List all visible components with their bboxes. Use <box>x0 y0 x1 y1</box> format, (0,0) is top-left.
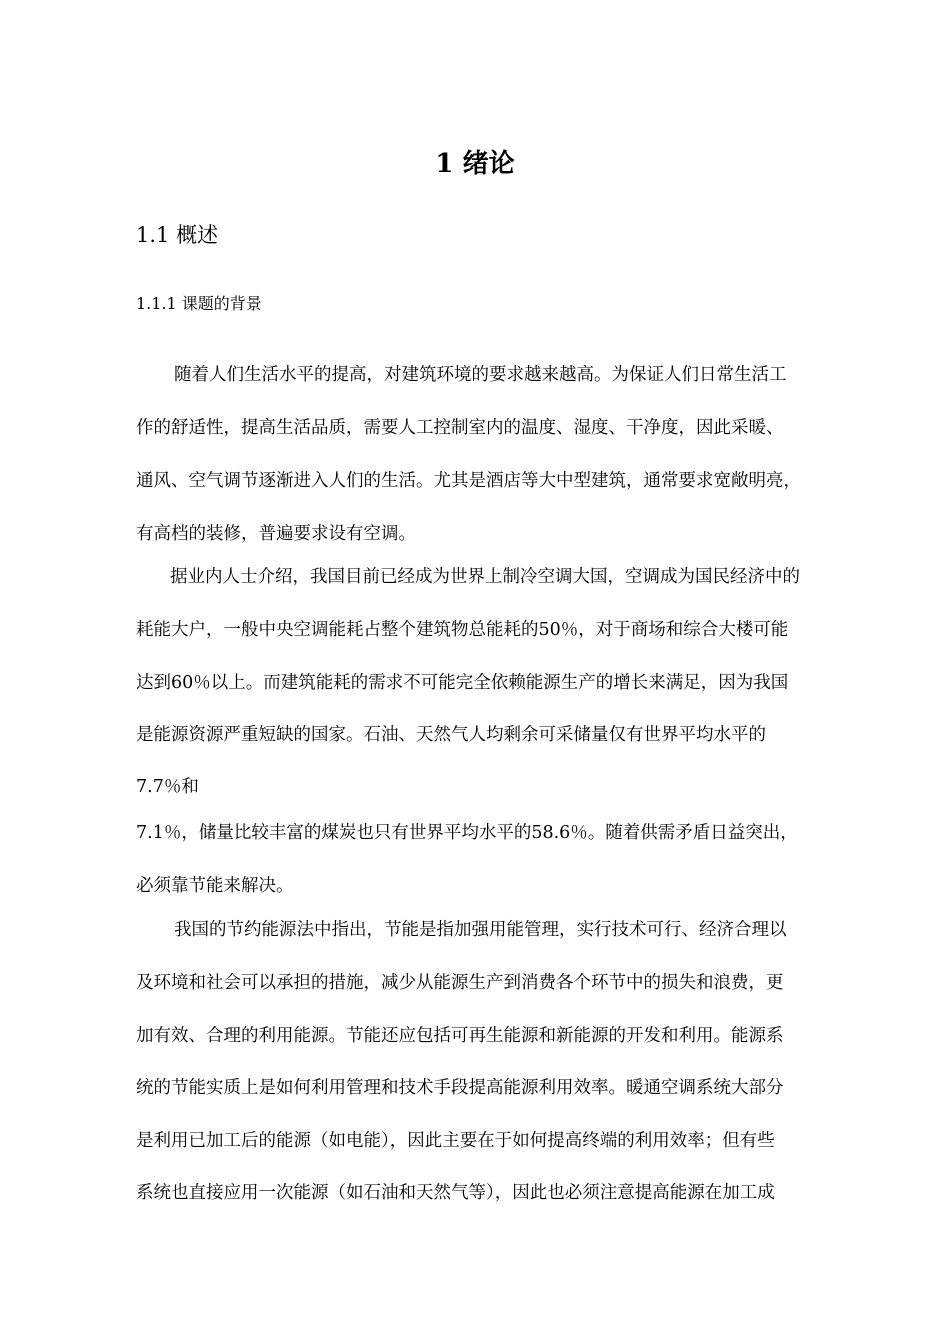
paragraph-line: 通风、空气调节逐渐进入人们的生活。尤其是酒店等大中型建筑，通常要求宽敞明亮， <box>136 471 801 491</box>
paragraph-line: 及环境和社会可以承担的措施，减少从能源生产到消费各个环节中的损失和浪费，更 <box>136 973 784 993</box>
paragraph-line: 统的节能实质上是如何利用管理和技术手段提高能源利用效率。暖通空调系统大部分 <box>136 1078 784 1098</box>
paragraph-line: 7.7％和 <box>136 777 199 797</box>
paragraph-line: 有高档的装修，普遍要求设有空调。 <box>136 524 416 544</box>
paragraph-line: 系统也直接应用一次能源（如石油和天然气等），因此也必须注意提高能源在加工成 <box>136 1183 775 1203</box>
paragraph-line: 加有效、合理的利用能源。节能还应包括可再生能源和新能源的开发和利用。能源系 <box>136 1026 784 1046</box>
paragraph-line: 7.1％，储量比较丰富的煤炭也只有世界平均水平的58.6％。随着供需矛盾日益突出， <box>136 823 798 843</box>
paragraph-line: 据业内人士介绍，我国目前已经成为世界上制冷空调大国，空调成为国民经济中的 <box>170 567 800 587</box>
section-title: 1.1 概述 <box>136 223 219 247</box>
paragraph-line: 是能源资源严重短缺的国家。石油、天然气人均剩余可采储量仅有世界平均水平的 <box>136 725 766 745</box>
paragraph-line: 是利用已加工后的能源（如电能），因此主要在于如何提高终端的利用效率；但有些 <box>136 1131 775 1151</box>
paragraph-line: 随着人们生活水平的提高，对建筑环境的要求越来越高。为保证人们日常生活工 <box>174 365 787 385</box>
paragraph-line: 达到60％以上。而建筑能耗的需求不可能完全依赖能源生产的增长来满足，因为我国 <box>136 673 789 693</box>
paragraph-line: 作的舒适性，提高生活品质，需要人工控制室内的温度、湿度、干净度，因此采暖、 <box>136 418 784 438</box>
subsection-title: 1.1.1 课题的背景 <box>136 294 262 313</box>
paragraph-line: 必须靠节能来解决。 <box>136 876 294 896</box>
paragraph-line: 我国的节约能源法中指出，节能是指加强用能管理，实行技术可行、经济合理以 <box>174 920 787 940</box>
paragraph-line: 耗能大户，一般中央空调能耗占整个建筑物总能耗的50％，对于商场和综合大楼可能 <box>136 620 789 640</box>
chapter-title: 1 绪论 <box>435 149 515 179</box>
